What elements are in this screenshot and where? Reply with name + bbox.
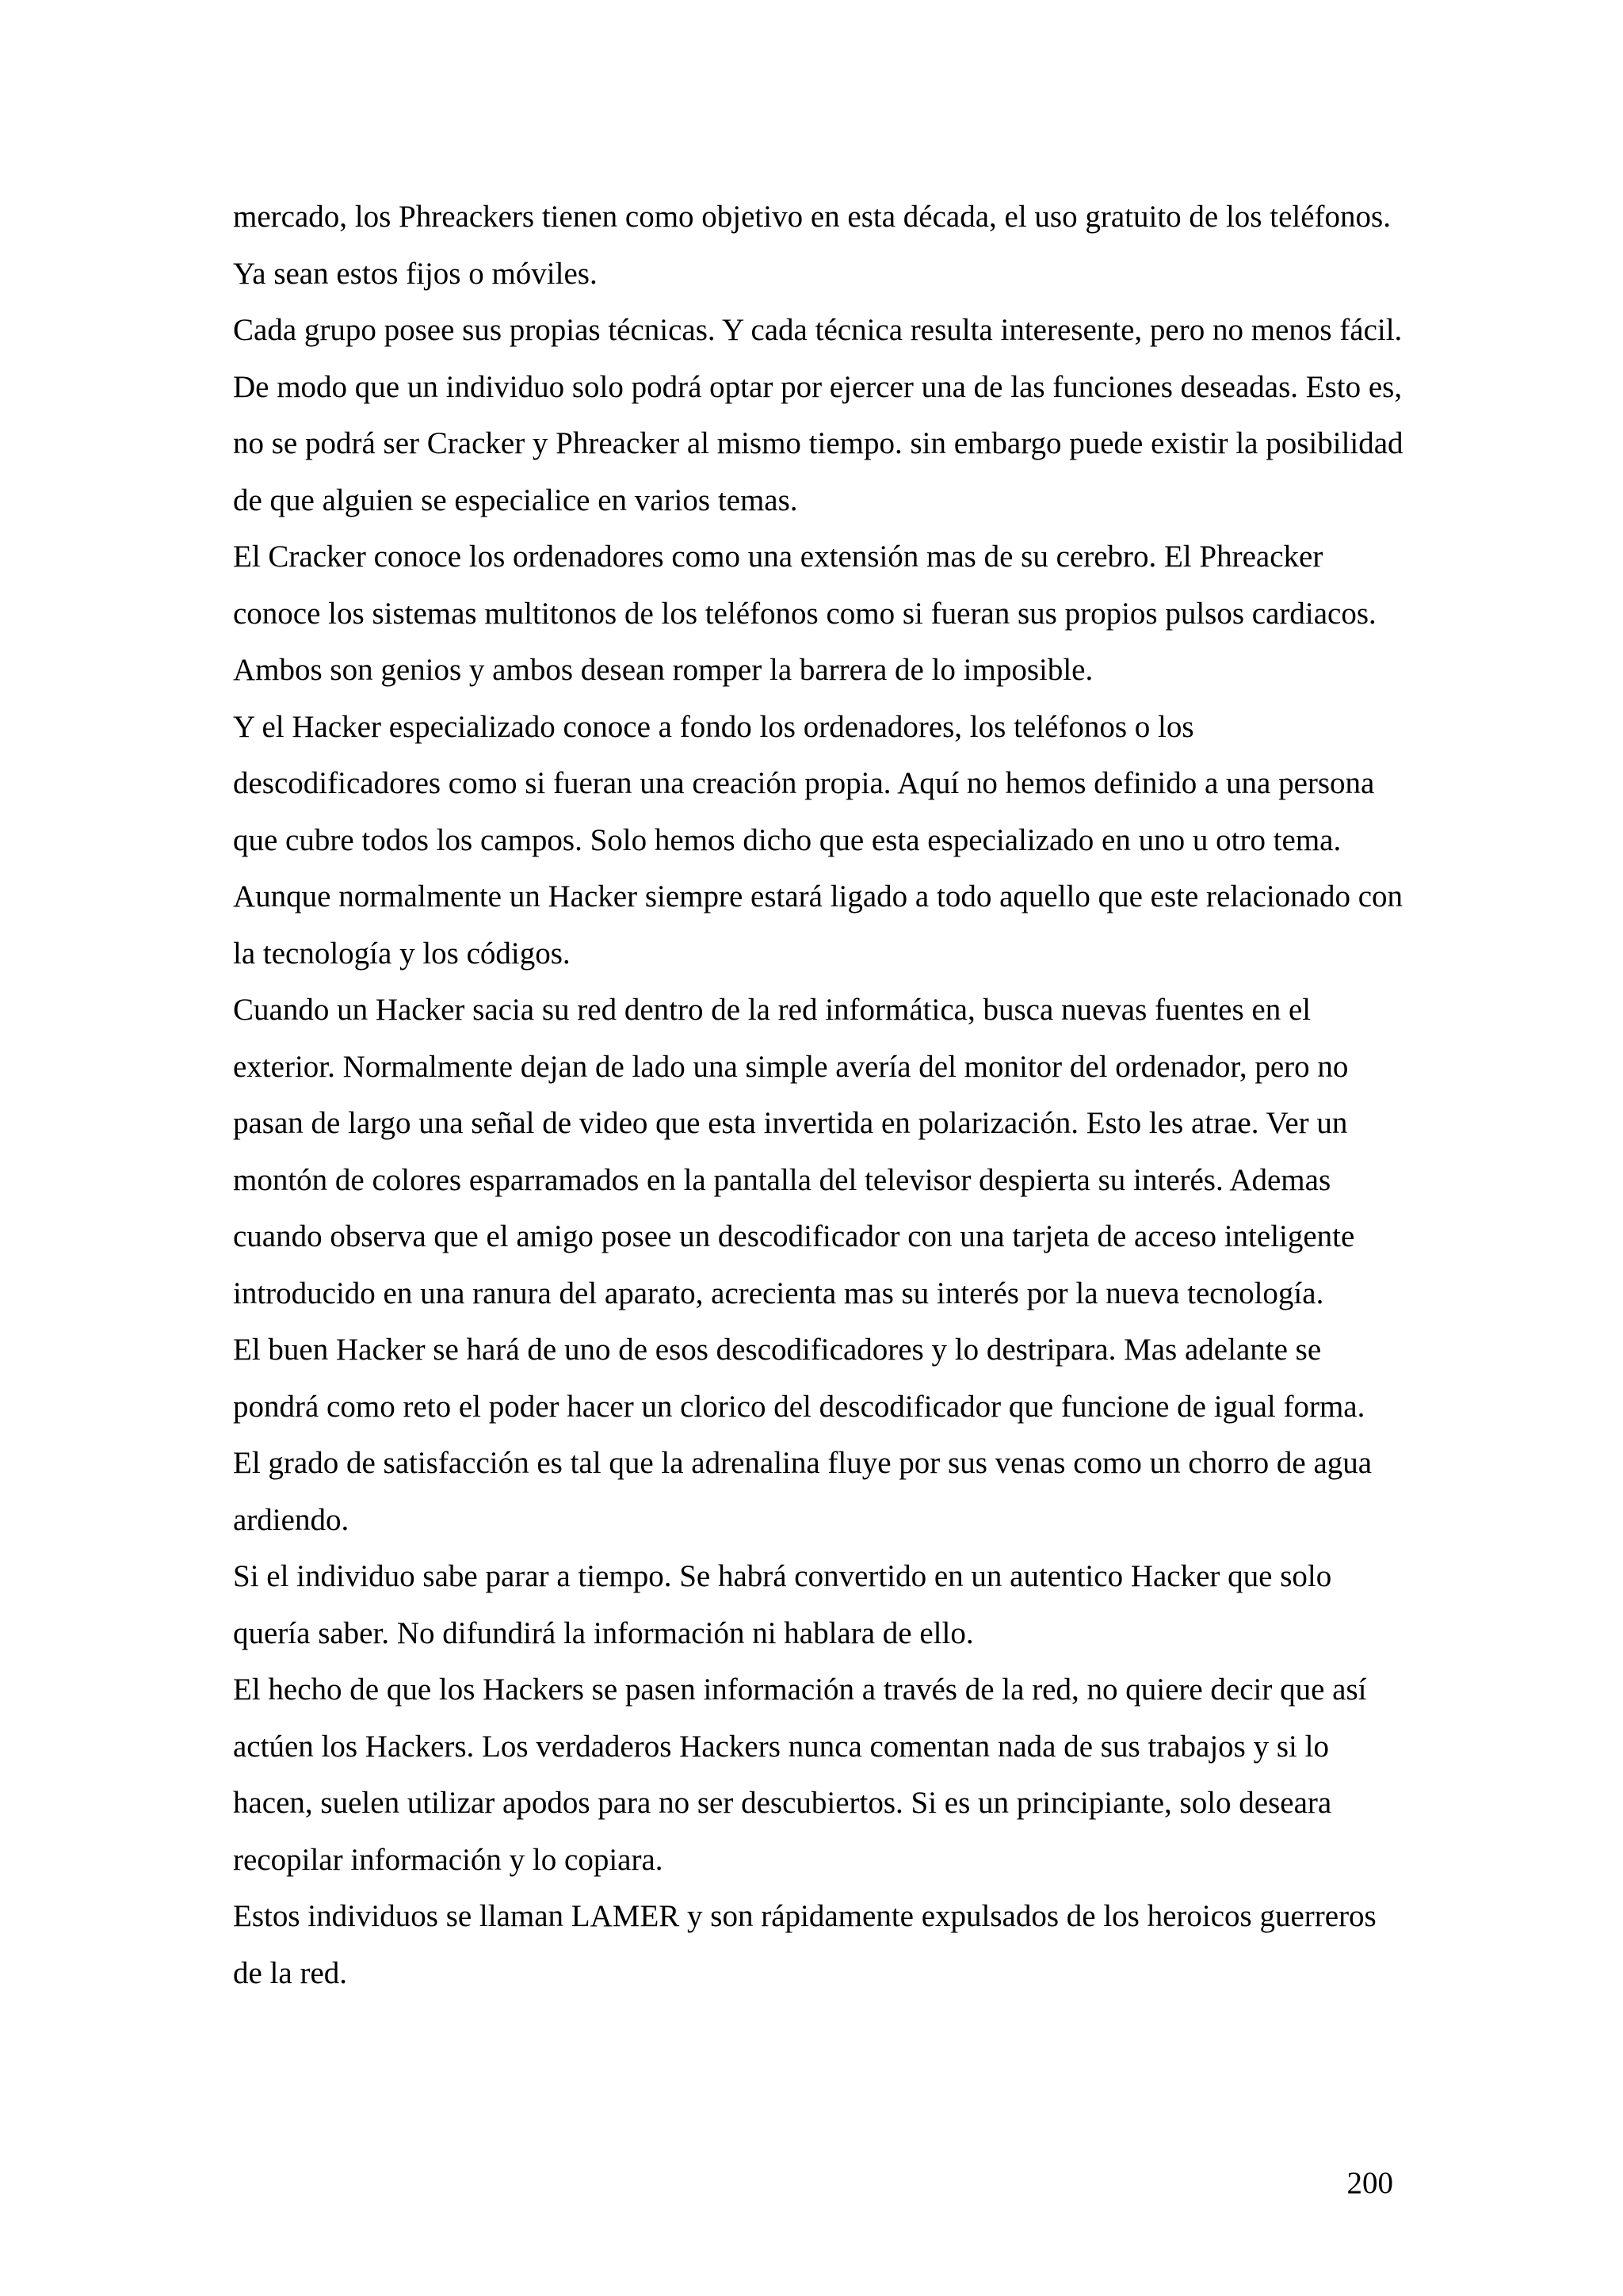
paragraph: El Cracker conoce los ordenadores como una extensión mas de su cerebro. El Phreacker conoce los sistemas multitonos de los teléfonos como si fueran sus propios pulsos cardiacos. Ambos son genios y ambos desean romper la barrera de lo imposible. xyxy=(233,540,1377,687)
paragraph: El grado de satisfacción es tal que la adrenalina fluye por sus venas como un chorro de agua ardiendo. xyxy=(233,1446,1373,1537)
paragraph: Estos individuos se llaman LAMER y son rápidamente expulsados de los heroicos guerreros de la red. xyxy=(233,1899,1377,1990)
paragraph: Cuando un Hacker sacia su red dentro de la red informática, busca nuevas fuentes en el exterior. Normalmente dejan de lado una simple avería del monitor del ordenador, pero no pasan de largo una señal de video que esta invertida en polarización. Esto les atrae. Ver un montón de colores esparramados en la pantalla del televisor despierta su interés. Ademas cuando observa que el amigo posee un descodificador con una tarjeta de acceso inteligente introducido en una ranura del aparato, acrecienta mas su interés por la nueva tecnología. xyxy=(233,993,1355,1310)
paragraph: El buen Hacker se hará de uno de esos descodificadores y lo destripara. Mas adelante se pondrá como reto el poder hacer un clorico del descodificador que funcione de igual forma. xyxy=(233,1333,1365,1424)
body-text xyxy=(233,189,1406,2001)
paragraph: El hecho de que los Hackers se pasen información a través de la red, no quiere decir que así actúen los Hackers. Los verdaderos Hackers nunca comentan nada de sus trabajos y si lo hacen, suelen utilizar apodos para no ser descubiertos. Si es un principiante, solo deseara recopilar información y lo copiara. xyxy=(233,1672,1367,1877)
paragraph: Si el individuo sabe parar a tiempo. Se habrá convertido en un autentico Hacker que solo quería saber. No difundirá la información ni hablara de ello. xyxy=(233,1559,1332,1650)
page-number: 200 xyxy=(1346,2166,1393,2200)
paragraph: Y el Hacker especializado conoce a fondo los ordenadores, los teléfonos o los descodificadores como si fueran una creación propia. Aquí no hemos definido a una persona que cubre todos los campos. Solo hemos dicho que esta especializado en uno u otro tema. Aunque normalmente un Hacker siempre estará ligado a todo aquello que este relacionado con la tecnología y los códigos. xyxy=(233,709,1403,971)
paragraph: mercado, los Phreackers tienen como objetivo en esta década, el uso gratuito de los teléfonos. Ya sean estos fijos o móviles. xyxy=(233,200,1391,291)
paragraph: Cada grupo posee sus propias técnicas. Y cada técnica resulta interesente, pero no menos fácil. De modo que un individuo solo podrá optar por ejercer una de las funciones deseadas. Esto es, no se podrá ser Cracker y Phreacker al mismo tiempo. sin embargo puede existir la posibilidad de que alguien se especialice en varios temas. xyxy=(233,313,1403,517)
